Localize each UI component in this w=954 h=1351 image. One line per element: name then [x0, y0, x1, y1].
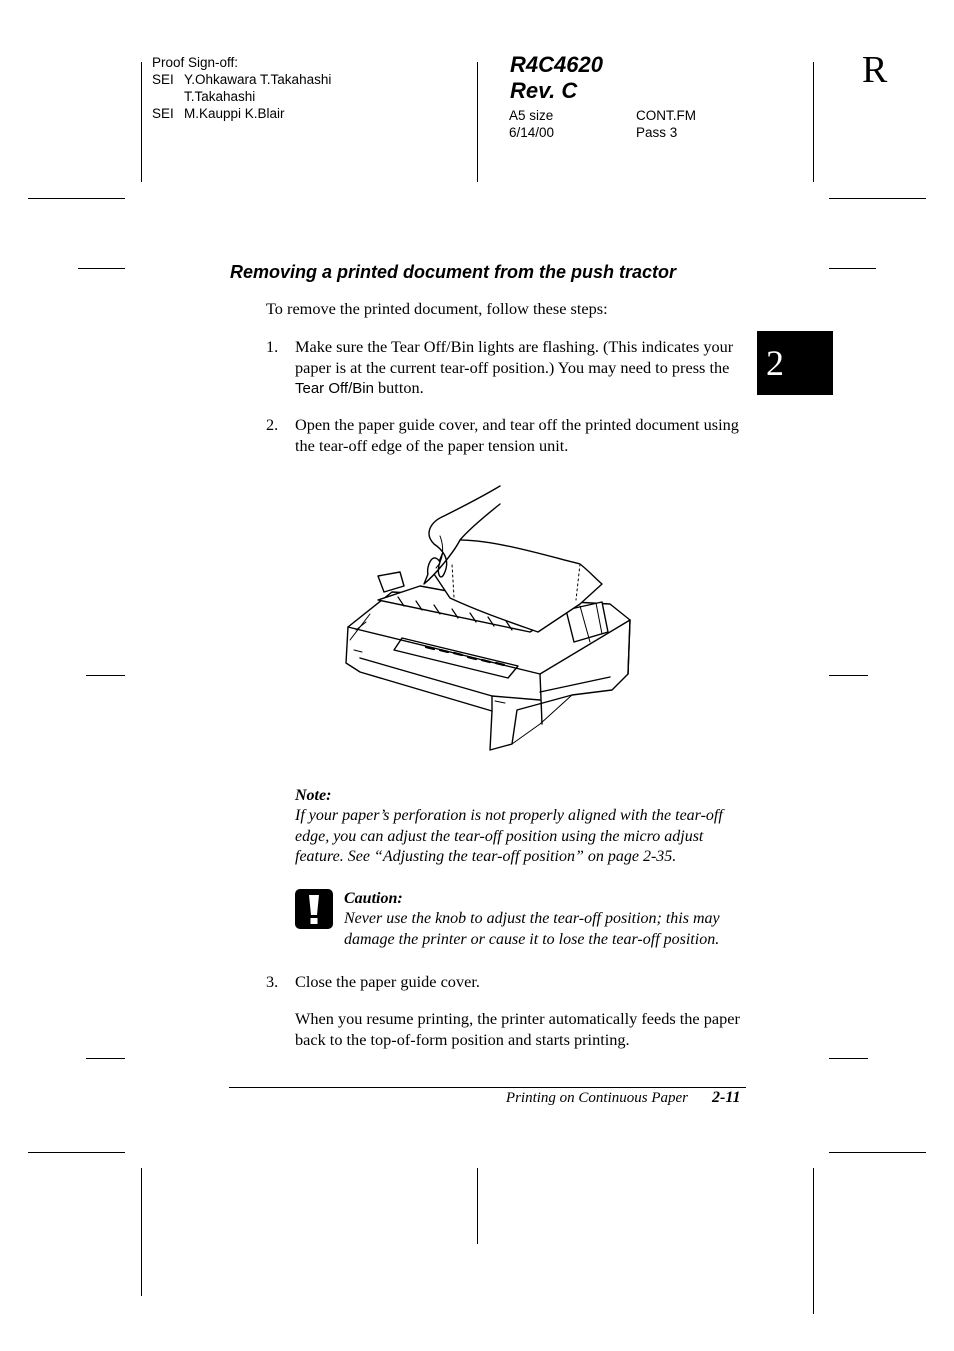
crop-mark: [477, 1168, 478, 1244]
exclamation-icon: [295, 889, 333, 929]
doc-date: 6/14/00: [509, 125, 555, 140]
meta-left: [509, 107, 554, 141]
note-title: Note:: [295, 787, 332, 804]
proof-row: [152, 105, 331, 122]
document-code: [510, 52, 603, 104]
proof-signoff: [152, 54, 331, 122]
code-line-1: R4C4620: [510, 52, 603, 77]
proof-names: M.Kauppi K.Blair: [184, 106, 285, 121]
printer-illustration: [340, 482, 640, 757]
chapter-number: 2: [766, 343, 784, 383]
paper-size: A5 size: [509, 108, 554, 123]
meta-right: [636, 107, 696, 141]
pass-number: Pass 3: [636, 125, 678, 140]
proof-names: Y.Ohkawara T.Takahashi: [184, 72, 332, 87]
crop-mark: [813, 1168, 814, 1314]
crop-mark: [829, 268, 876, 269]
button-name: Tear Off/Bin: [295, 380, 374, 398]
intro-text: To remove the printed document, follow these steps:: [266, 299, 608, 318]
step-text-part: Make sure the Tear Off/Bin lights are flashing. (This indicates your paper is at the current tear-off position.) You may need to press the: [295, 337, 734, 377]
crop-mark: [141, 1168, 142, 1296]
exclamation-glyph: [295, 889, 333, 929]
caution-title: Caution:: [344, 890, 403, 907]
step-number: 1.: [266, 337, 279, 356]
proof-row: [152, 71, 331, 88]
crop-mark: [141, 62, 142, 182]
crop-mark: [477, 62, 478, 182]
corner-mark: R: [862, 49, 888, 91]
crop-mark: [829, 198, 926, 199]
proof-dept: [152, 88, 184, 105]
section-title: Removing a printed document from the push tractor: [230, 262, 677, 282]
step-number: 2.: [266, 415, 279, 434]
step-text-part: button.: [373, 378, 424, 398]
note-body: If your paper’s perforation is not properly aligned with the tear-off edge, you can adjust the tear-off position using the micro adjust feature. See “Adjusting the tear-off position” on page 2-35.: [295, 807, 723, 866]
closing-text: When you resume printing, the printer automatically feeds the paper back to the top-of-form position and starts printing.: [295, 1009, 740, 1049]
step-text: Close the paper guide cover.: [295, 972, 480, 991]
crop-mark: [829, 1152, 926, 1153]
crop-mark: [86, 675, 125, 676]
crop-mark: [813, 62, 814, 182]
step-number: 3.: [266, 972, 279, 991]
crop-mark: [28, 198, 125, 199]
crop-mark: [28, 1152, 125, 1153]
footer-chapter-title: Printing on Continuous Paper: [505, 1090, 688, 1106]
proof-names: T.Takahashi: [184, 89, 256, 104]
proof-dept: SEI: [152, 106, 174, 121]
crop-mark: [78, 268, 125, 269]
proof-title: Proof Sign-off:: [152, 55, 239, 70]
crop-mark: [829, 675, 868, 676]
code-line-2: Rev. C: [510, 78, 578, 103]
step-text: Open the paper guide cover, and tear off the printed document using the tear-off edge of the paper tension unit.: [295, 415, 739, 455]
footer-rule: [229, 1087, 746, 1088]
caution-body: Never use the knob to adjust the tear-off position; this may damage the printer or cause it to lose the tear-off position.: [344, 910, 720, 948]
proof-row: [152, 88, 331, 105]
chapter-tab: [757, 331, 833, 395]
crop-mark: [86, 1058, 125, 1059]
crop-mark: [829, 1058, 868, 1059]
page-number: 2-11: [712, 1089, 741, 1106]
file-name: CONT.FM: [636, 108, 696, 123]
step-text: [295, 337, 747, 400]
proof-dept: SEI: [152, 72, 174, 87]
